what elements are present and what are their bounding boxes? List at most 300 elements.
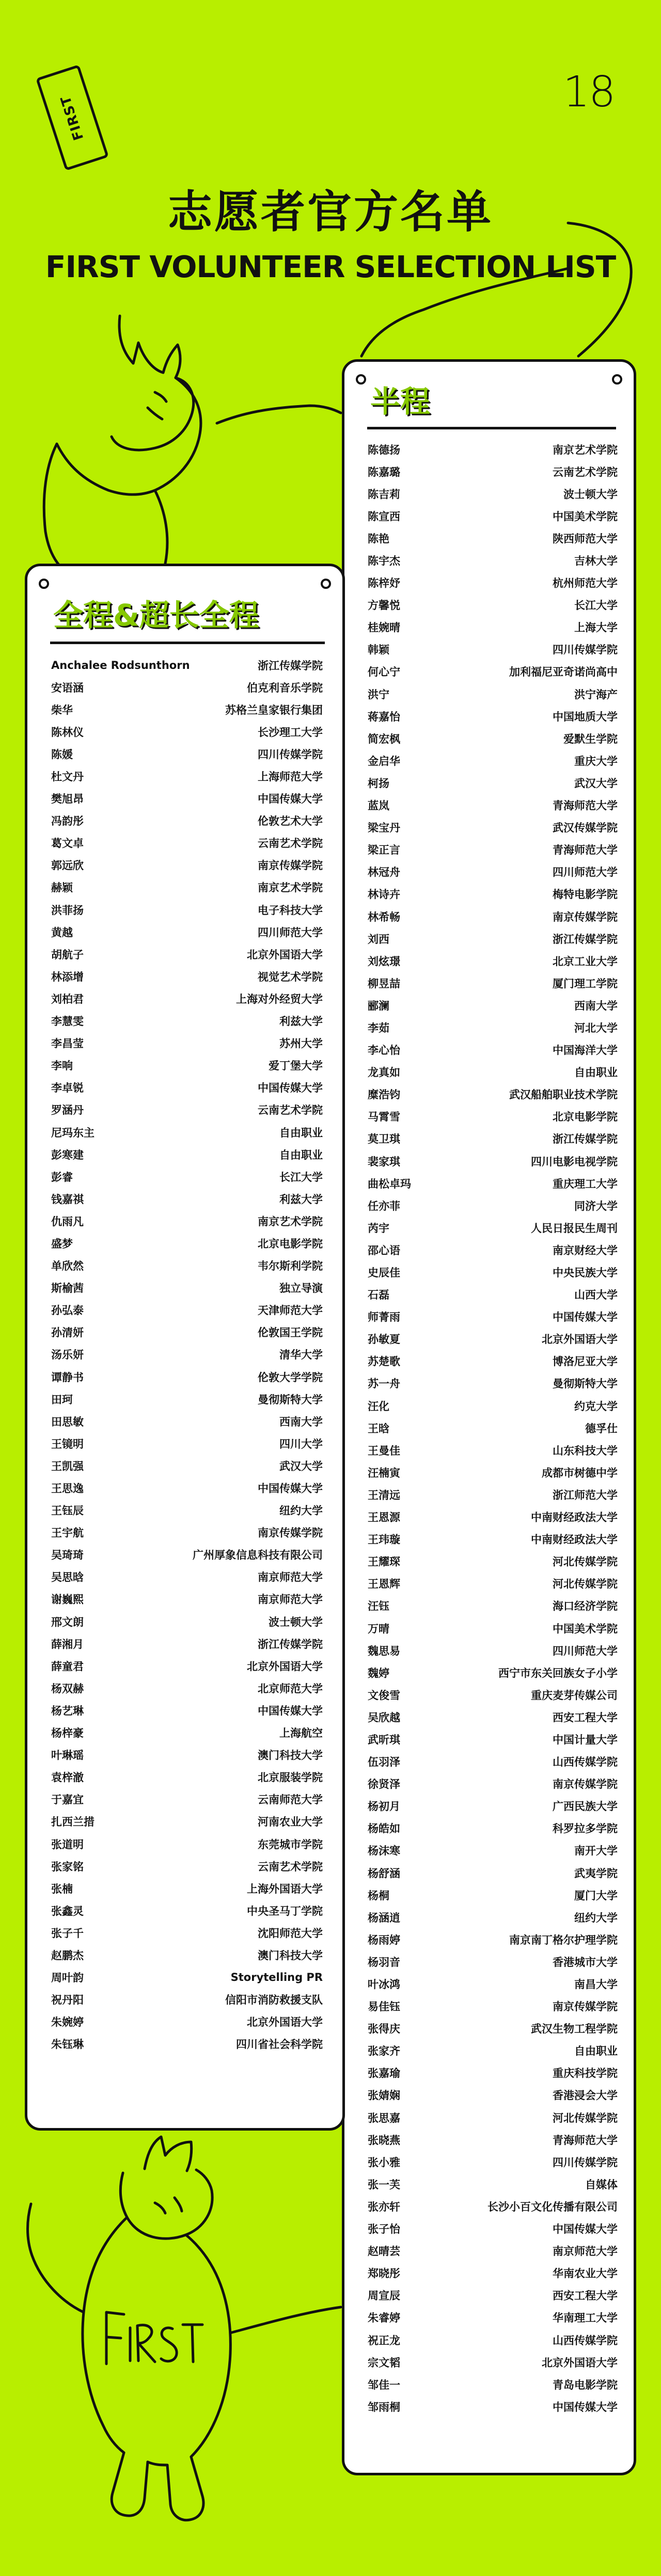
volunteer-affiliation: 自由职业	[279, 1126, 323, 1139]
volunteer-affiliation: 南京师范大学	[258, 1593, 323, 1606]
volunteer-affiliation: 南昌大学	[574, 1978, 618, 1991]
volunteer-affiliation: 长江大学	[279, 1171, 323, 1183]
volunteer-name: 蓝岚	[368, 799, 389, 812]
volunteer-name: 苏一舟	[368, 1378, 400, 1390]
volunteer-name: 汪楠寅	[368, 1466, 400, 1479]
volunteer-affiliation: 武汉传媒学院	[553, 822, 618, 835]
volunteer-name: 王镜明	[51, 1437, 84, 1450]
volunteer-row	[368, 1172, 618, 1194]
volunteer-affiliation: 中国传媒大学	[553, 2401, 618, 2413]
volunteer-row	[368, 1995, 618, 2018]
volunteer-affiliation: 四川省社会科学院	[236, 2038, 323, 2051]
volunteer-row	[368, 2351, 618, 2373]
volunteer-row	[51, 1633, 323, 1655]
volunteer-affiliation: 科罗拉多学院	[553, 1822, 618, 1835]
volunteer-row	[368, 2084, 618, 2106]
volunteer-row	[51, 810, 323, 832]
volunteer-affiliation: 伦敦艺术大学	[258, 815, 323, 828]
volunteer-name: 李响	[51, 1060, 73, 1073]
volunteer-name: 谭静书	[51, 1371, 84, 1384]
volunteer-name: 王恩辉	[368, 1578, 400, 1591]
volunteer-row	[368, 1973, 618, 1995]
volunteer-affiliation: 伯克利音乐学院	[247, 681, 323, 694]
volunteer-name: 袁梓澈	[51, 1771, 84, 1784]
volunteer-affiliation: 波士顿大学	[563, 488, 618, 501]
volunteer-row	[51, 654, 323, 676]
volunteer-name: 宗文韬	[368, 2356, 400, 2369]
volunteer-row	[368, 705, 618, 727]
volunteer-row	[368, 1217, 618, 1239]
volunteer-row	[368, 2329, 618, 2351]
volunteer-affiliation: 中国传媒大学	[553, 1311, 618, 1324]
volunteer-affiliation: 四川传媒学院	[553, 644, 618, 657]
volunteer-affiliation: 中国地质大学	[553, 710, 618, 723]
volunteer-affiliation: 青岛电影学院	[553, 2378, 618, 2391]
volunteer-name: 郭远欣	[51, 859, 84, 872]
volunteer-row	[368, 638, 618, 661]
volunteer-row	[368, 1528, 618, 1550]
volunteer-row	[368, 1817, 618, 1839]
volunteer-name: 张晓燕	[368, 2134, 400, 2147]
volunteer-name: 叶琳瑶	[51, 1749, 84, 1762]
volunteer-name: 杨羽音	[368, 1956, 400, 1969]
volunteer-row	[51, 1143, 323, 1165]
volunteer-name: 张一芙	[368, 2178, 400, 2191]
volunteer-row	[368, 2307, 618, 2329]
volunteer-name: 糜浩钧	[368, 1089, 400, 1101]
volunteer-row	[51, 1188, 323, 1210]
volunteer-row	[51, 1811, 323, 1833]
volunteer-row	[368, 683, 618, 705]
volunteer-affiliation: 爱丁堡大学	[269, 1060, 323, 1073]
volunteer-affiliation: 北京外国语大学	[542, 1333, 618, 1346]
volunteer-name: 简宏枫	[368, 732, 400, 745]
volunteer-name: 单欣然	[51, 1260, 84, 1273]
volunteer-name: 王钰辰	[51, 1505, 84, 1517]
volunteer-name: 史辰佳	[368, 1267, 400, 1279]
volunteer-row	[368, 1284, 618, 1306]
volunteer-row	[51, 1077, 323, 1099]
volunteer-name: 杨艺琳	[51, 1704, 84, 1717]
volunteer-row	[368, 1506, 618, 1528]
volunteer-affiliation: 青海师范大学	[553, 799, 618, 812]
full-program-heading: 全程&超长全程	[53, 598, 259, 633]
volunteer-name: 张楠	[51, 1882, 73, 1895]
volunteer-affiliation: 伦敦国王学院	[258, 1326, 323, 1339]
volunteer-row	[51, 1299, 323, 1321]
volunteer-name: 吴思晗	[51, 1571, 84, 1584]
volunteer-row	[368, 839, 618, 861]
volunteer-affiliation: 苏格兰皇家银行集团	[225, 703, 323, 716]
volunteer-affiliation: 自由职业	[279, 1148, 323, 1161]
volunteer-affiliation: 南京艺术学院	[258, 882, 323, 894]
volunteer-name: 张亦轩	[368, 2200, 400, 2213]
volunteer-name: 桂婉晴	[368, 621, 400, 634]
volunteer-row	[368, 950, 618, 972]
volunteer-name: 张子怡	[368, 2223, 400, 2236]
volunteer-name: 梁正言	[368, 844, 400, 857]
volunteer-name: 文俊雪	[368, 1689, 400, 1702]
volunteer-affiliation: 清华大学	[279, 1349, 323, 1362]
volunteer-name: 盛梦	[51, 1237, 73, 1250]
volunteer-name: 吴欣越	[368, 1711, 400, 1724]
page-subtitle: FIRST VOLUNTEER SELECTION LIST	[45, 249, 616, 284]
volunteer-name: 杜文丹	[51, 771, 84, 783]
volunteer-name: 赵晴芸	[368, 2245, 400, 2258]
volunteer-affiliation: 中国传媒大学	[553, 2223, 618, 2236]
volunteer-name: 赵鹏杰	[51, 1949, 84, 1962]
volunteer-affiliation: 浙江师范大学	[553, 1489, 618, 1501]
volunteer-name: 陈媛	[51, 748, 73, 761]
volunteer-name: 石磊	[368, 1289, 389, 1302]
volunteer-affiliation: 沈阳师范大学	[258, 1927, 323, 1940]
volunteer-affiliation: 洪宁海产	[574, 688, 618, 701]
volunteer-affiliation: 中国计量大学	[553, 1733, 618, 1746]
volunteer-name: 曲松卓玛	[368, 1177, 411, 1190]
volunteer-affiliation: 澳门科技大学	[258, 1949, 323, 1962]
volunteer-affiliation: 北京工业大学	[553, 955, 618, 968]
volunteer-affiliation: 上海航空	[279, 1727, 323, 1740]
volunteer-row	[51, 765, 323, 787]
volunteer-name: 胡航子	[51, 948, 84, 961]
volunteer-affiliation: 北京服装学院	[258, 1771, 323, 1784]
volunteer-name: 尼玛东主	[51, 1126, 95, 1139]
volunteer-row	[368, 1928, 618, 1950]
volunteer-name: 任亦菲	[368, 1199, 400, 1212]
volunteer-row	[51, 676, 323, 698]
volunteer-name: 张家铭	[51, 1860, 84, 1873]
volunteer-affiliation: 北京外国语大学	[247, 948, 323, 961]
volunteer-row	[368, 727, 618, 749]
volunteer-row	[368, 1573, 618, 1595]
volunteer-name: 陈吉莉	[368, 488, 400, 501]
volunteer-row	[51, 1855, 323, 1877]
volunteer-affiliation: 电子科技大学	[258, 904, 323, 917]
volunteer-affiliation: 纽约大学	[279, 1505, 323, 1517]
half-program-heading: 半程	[370, 384, 431, 419]
volunteer-row	[368, 772, 618, 794]
volunteer-row	[368, 1150, 618, 1172]
volunteer-affiliation: 纽约大学	[574, 1911, 618, 1924]
volunteer-row	[368, 905, 618, 927]
volunteer-row	[51, 1899, 323, 1922]
volunteer-name: 陈宇杰	[368, 555, 400, 568]
volunteer-row	[368, 2195, 618, 2217]
volunteer-row	[51, 1766, 323, 1788]
volunteer-affiliation: 中南财经政法大学	[531, 1511, 618, 1524]
volunteer-affiliation: 吉林大学	[574, 555, 618, 568]
volunteer-affiliation: 爱默生学院	[563, 732, 618, 745]
volunteer-row	[368, 2018, 618, 2040]
volunteer-name: 柳昱喆	[368, 977, 400, 990]
volunteer-affiliation: 西安工程大学	[553, 1711, 618, 1724]
volunteer-row	[51, 899, 323, 921]
volunteer-affiliation: 浙江传媒学院	[553, 933, 618, 946]
volunteer-name: 陈梓妤	[368, 577, 400, 590]
volunteer-row	[51, 1388, 323, 1410]
volunteer-affiliation: 自媒体	[585, 2178, 618, 2191]
volunteer-affiliation: 利兹大学	[279, 1193, 323, 1206]
volunteer-row	[51, 1343, 323, 1366]
volunteer-affiliation: 人民日报民生周刊	[531, 1222, 618, 1235]
volunteer-row	[51, 1522, 323, 1544]
volunteer-row	[368, 1595, 618, 1617]
volunteer-affiliation: 西南大学	[574, 999, 618, 1012]
volunteer-name: 李昌莹	[51, 1037, 84, 1050]
volunteer-name: 师菁雨	[368, 1311, 400, 1324]
volunteer-name: 万晴	[368, 1622, 389, 1635]
volunteer-row	[368, 1039, 618, 1061]
volunteer-row	[51, 1477, 323, 1499]
volunteer-name: 柯扬	[368, 777, 389, 790]
volunteer-name: 祝丹阳	[51, 1994, 84, 2007]
full-program-card	[25, 564, 345, 2131]
volunteer-name: 薛童君	[51, 1660, 84, 1673]
volunteer-row	[368, 994, 618, 1016]
volunteer-affiliation: 青海师范大学	[553, 844, 618, 857]
volunteer-row	[51, 1165, 323, 1188]
volunteer-name: 金启华	[368, 755, 400, 767]
volunteer-row	[368, 1661, 618, 1684]
volunteer-affiliation: 海口经济学院	[553, 1600, 618, 1613]
volunteer-row	[51, 1722, 323, 1744]
volunteer-affiliation: 南京艺术学院	[258, 1215, 323, 1228]
volunteer-affiliation: 南京传媒学院	[258, 859, 323, 872]
volunteer-row	[368, 2373, 618, 2395]
volunteer-row	[51, 1699, 323, 1721]
volunteer-name: 洪宁	[368, 688, 389, 701]
volunteer-affiliation: 南京传媒学院	[258, 1527, 323, 1540]
volunteer-affiliation: 河南农业大学	[258, 1816, 323, 1829]
volunteer-row	[51, 1966, 323, 1989]
volunteer-row	[51, 1054, 323, 1077]
volunteer-row	[51, 1321, 323, 1343]
volunteer-affiliation: 广州厚象信息科技有限公司	[193, 1549, 323, 1562]
volunteer-affiliation: 中国美术学院	[553, 1622, 618, 1635]
volunteer-affiliation: 山西传媒学院	[553, 1756, 618, 1769]
volunteer-name: 杨初月	[368, 1800, 400, 1813]
edition-number-logo: 18	[563, 68, 615, 117]
volunteer-row	[368, 1106, 618, 1128]
volunteer-affiliation: 武汉生物工程学院	[531, 2023, 618, 2036]
volunteer-name: 张家齐	[368, 2045, 400, 2058]
volunteer-affiliation: 上海外国语大学	[247, 1882, 323, 1895]
volunteer-row	[51, 1010, 323, 1032]
volunteer-name: 莫卫琪	[368, 1133, 400, 1146]
volunteer-row	[51, 1566, 323, 1588]
volunteer-affiliation: 北京电影学院	[553, 1111, 618, 1124]
volunteer-affiliation: 云南艺术学院	[553, 466, 618, 478]
volunteer-name: 陈林仪	[51, 726, 84, 739]
volunteer-name: 魏思易	[368, 1644, 400, 1657]
volunteer-affiliation: 山西传媒学院	[553, 2334, 618, 2347]
volunteer-affiliation: 南京传媒学院	[553, 1778, 618, 1791]
volunteer-row	[51, 921, 323, 943]
volunteer-row	[51, 1744, 323, 1766]
volunteer-affiliation: 重庆理工大学	[553, 1177, 618, 1190]
heading-divider	[367, 427, 616, 429]
volunteer-name: 刘柏君	[51, 993, 84, 1005]
volunteer-affiliation: 长沙理工大学	[258, 726, 323, 739]
volunteer-name: 张婧娴	[368, 2089, 400, 2102]
volunteer-row	[368, 1550, 618, 1573]
volunteer-affiliation: 长沙小百文化传播有限公司	[487, 2200, 618, 2213]
volunteer-row	[51, 987, 323, 1010]
volunteer-row	[368, 460, 618, 483]
volunteer-row	[368, 2262, 618, 2284]
volunteer-affiliation: 曼彻斯特大学	[258, 1393, 323, 1406]
volunteer-row	[51, 876, 323, 899]
volunteer-affiliation: 中国传媒大学	[258, 1704, 323, 1717]
volunteer-affiliation: 中国美术学院	[553, 510, 618, 523]
volunteer-row	[51, 1432, 323, 1454]
volunteer-name: 朱睿婷	[368, 2312, 400, 2325]
volunteer-row	[51, 1588, 323, 1610]
volunteer-affiliation: 德孚仕	[585, 1422, 618, 1435]
volunteer-name: 杨双赫	[51, 1682, 84, 1695]
volunteer-name: 苏楚歌	[368, 1355, 400, 1368]
volunteer-row	[368, 2129, 618, 2151]
volunteer-affiliation: 利兹大学	[279, 1015, 323, 1028]
volunteer-row	[51, 788, 323, 810]
volunteer-affiliation: 重庆科技学院	[553, 2067, 618, 2080]
volunteer-name: 彭睿	[51, 1171, 73, 1183]
volunteer-row	[368, 1194, 618, 1217]
volunteer-row	[51, 1499, 323, 1522]
volunteer-row	[51, 1833, 323, 1855]
volunteer-name: 汪化	[368, 1400, 389, 1413]
volunteer-name: 冯韵彤	[51, 815, 84, 828]
volunteer-row	[368, 1306, 618, 1328]
volunteer-row	[368, 972, 618, 994]
volunteer-name: 张得庆	[368, 2023, 400, 2036]
volunteer-affiliation: 长江大学	[574, 599, 618, 612]
volunteer-affiliation: 曼彻斯特大学	[553, 1378, 618, 1390]
volunteer-affiliation: 独立导演	[279, 1282, 323, 1295]
volunteer-name: 田珂	[51, 1393, 73, 1406]
volunteer-name: 王清远	[368, 1489, 400, 1501]
volunteer-name: 田思敏	[51, 1415, 84, 1428]
volunteer-row	[51, 1677, 323, 1699]
volunteer-affiliation: 博洛尼亚大学	[553, 1355, 618, 1368]
volunteer-row	[368, 1706, 618, 1728]
volunteer-row	[368, 1461, 618, 1483]
pin-icon	[321, 579, 331, 589]
volunteer-name: 芮宇	[368, 1222, 389, 1235]
half-program-list	[368, 438, 618, 2418]
volunteer-row	[368, 2284, 618, 2307]
volunteer-affiliation: 北京外国语大学	[247, 2016, 323, 2029]
volunteer-affiliation: 北京外国语大学	[542, 2356, 618, 2369]
volunteer-row	[51, 1544, 323, 1566]
volunteer-name: 易佳钰	[368, 2001, 400, 2013]
volunteer-affiliation: 成都市树德中学	[542, 1466, 618, 1479]
volunteer-affiliation: 西宁市东关回族女子小学	[498, 1667, 618, 1679]
volunteer-name: 方馨悦	[368, 599, 400, 612]
volunteer-row	[368, 1617, 618, 1639]
volunteer-affiliation: 自由职业	[574, 2045, 618, 2058]
volunteer-row	[368, 1684, 618, 1706]
volunteer-row	[368, 1239, 618, 1261]
volunteer-row	[51, 1610, 323, 1633]
volunteer-name: 王思逸	[51, 1482, 84, 1495]
volunteer-row	[368, 1839, 618, 1862]
volunteer-name: 仇雨凡	[51, 1215, 84, 1228]
volunteer-affiliation: 南京师范大学	[258, 1571, 323, 1584]
volunteer-row	[368, 1439, 618, 1461]
volunteer-name: 安语涵	[51, 681, 84, 694]
volunteer-affiliation: 四川师范大学	[553, 866, 618, 879]
volunteer-affiliation: 视觉艺术学院	[258, 970, 323, 983]
volunteer-name: 薛湘月	[51, 1638, 84, 1651]
volunteer-affiliation: 约克大学	[574, 1400, 618, 1413]
volunteer-name: 陈德扬	[368, 443, 400, 456]
volunteer-affiliation: 同济大学	[574, 1199, 618, 1212]
volunteer-affiliation: 中国传媒大学	[258, 793, 323, 806]
volunteer-affiliation: 浙江传媒学院	[258, 1638, 323, 1651]
volunteer-row	[368, 927, 618, 950]
volunteer-row	[51, 1989, 323, 2011]
volunteer-affiliation: 香港浸会大学	[553, 2089, 618, 2102]
volunteer-name: 斯榆茜	[51, 1282, 84, 1295]
volunteer-name: 杨雨婷	[368, 1933, 400, 1946]
volunteer-row	[368, 1884, 618, 1906]
volunteer-row	[51, 743, 323, 765]
volunteer-name: 祝正龙	[368, 2334, 400, 2347]
volunteer-row	[51, 721, 323, 743]
volunteer-name: 杨梓豪	[51, 1727, 84, 1740]
volunteer-row	[368, 1862, 618, 1884]
volunteer-affiliation: 上海大学	[574, 621, 618, 634]
volunteer-row	[51, 1210, 323, 1232]
volunteer-affiliation: 澳门科技大学	[258, 1749, 323, 1762]
volunteer-name: 陈宣西	[368, 510, 400, 523]
volunteer-row	[51, 1121, 323, 1143]
volunteer-affiliation: 波士顿大学	[269, 1615, 323, 1628]
volunteer-affiliation: 香港城市大学	[553, 1956, 618, 1969]
volunteer-affiliation: 信阳市消防救援支队	[225, 1994, 323, 2007]
volunteer-name: 武昕琪	[368, 1733, 400, 1746]
volunteer-affiliation: 中央民族大学	[553, 1267, 618, 1279]
volunteer-row	[51, 1099, 323, 1121]
volunteer-affiliation: 华南理工大学	[553, 2312, 618, 2325]
volunteer-affiliation: 山西大学	[574, 1289, 618, 1302]
volunteer-name: 刘西	[368, 933, 389, 946]
volunteer-name: Anchalee Rodsunthorn	[51, 659, 190, 671]
volunteer-name: 杨沫寒	[368, 1845, 400, 1858]
first-logo-text: FIRST	[57, 93, 87, 142]
volunteer-name: 林诗卉	[368, 888, 400, 901]
volunteer-affiliation: 浙江传媒学院	[553, 1133, 618, 1146]
volunteer-name: 裴家琪	[368, 1155, 400, 1168]
volunteer-affiliation: 重庆麦芽传媒公司	[531, 1689, 618, 1702]
volunteer-affiliation: 陕西师范大学	[553, 532, 618, 545]
volunteer-affiliation: 武汉大学	[574, 777, 618, 790]
volunteer-name: 朱婉婷	[51, 2016, 84, 2029]
volunteer-affiliation: 华南农业大学	[553, 2267, 618, 2280]
volunteer-affiliation: 四川师范大学	[258, 926, 323, 939]
volunteer-name: 张道明	[51, 1838, 84, 1851]
volunteer-name: 杨涵逍	[368, 1911, 400, 1924]
volunteer-row	[368, 616, 618, 638]
volunteer-name: 钱嘉祺	[51, 1193, 84, 1206]
volunteer-name: 罗涵丹	[51, 1104, 84, 1117]
volunteer-row	[51, 854, 323, 876]
volunteer-row	[368, 1417, 618, 1439]
volunteer-name: 柴华	[51, 703, 73, 716]
volunteer-name: 黄越	[51, 926, 73, 939]
heading-divider	[50, 642, 325, 644]
